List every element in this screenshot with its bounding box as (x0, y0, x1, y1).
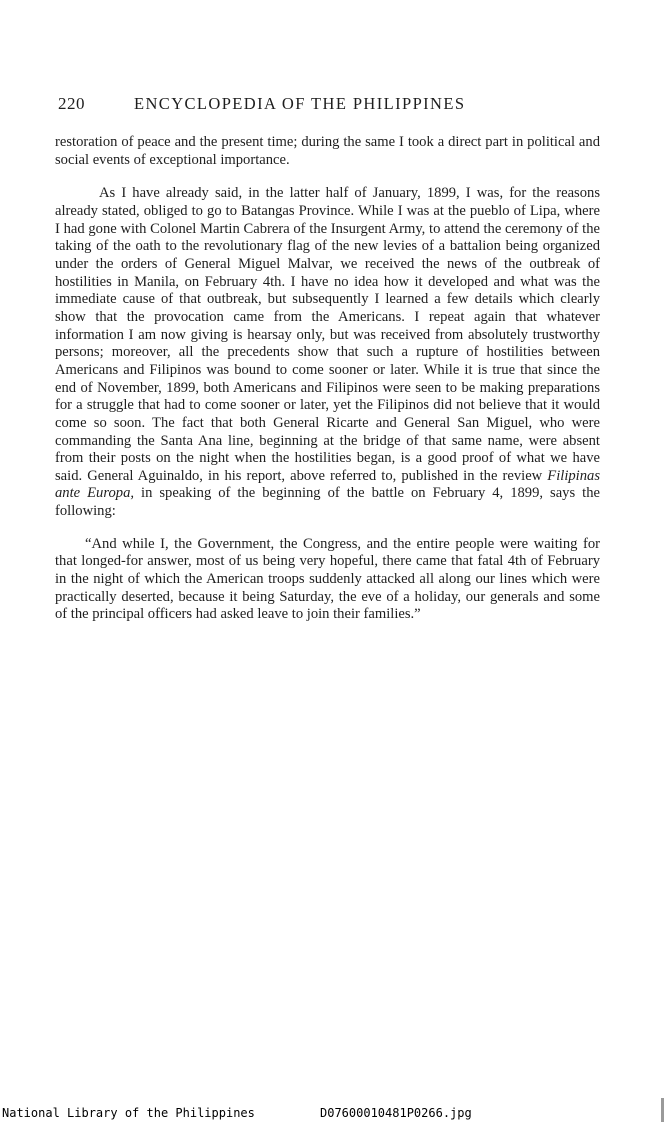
paragraph-lipa-outbreak (55, 185, 600, 520)
page-number: 220 (58, 94, 85, 113)
footer-source: National Library of the Philippines (2, 1106, 255, 1120)
page-header (58, 94, 603, 120)
body-text (55, 134, 600, 624)
block-quote-aguinaldo: “And while I, the Government, the Congress, and the entire people were waiting for that longed-for answer, most of us being very hopeful, there came that fatal 4th of February in the night of which the American troops suddenly attacked all along our lines which were practically deserted, because it being Saturday, the eve of a holiday, our generals and some of the principal officers had asked leave to join their families.” (55, 535, 600, 623)
paragraph-continuation: restoration of peace and the present time; during the same I took a direct part in political and social events of exceptional importance. (55, 134, 600, 168)
scan-footer (0, 1105, 664, 1122)
footer-file-id: D07600010481P0266.jpg (320, 1106, 472, 1120)
publication-title: Filipinas ante Europa, (55, 467, 600, 502)
paragraph-text-end: in speaking of the beginning of the battle on February 4, 1899, says the following: (55, 485, 600, 520)
running-title: ENCYCLOPEDIA OF THE PHILIPPINES (134, 94, 466, 113)
paragraph-text: As I have already said, in the latter half of January, 1899, I was, for the reasons already stated, obliged to go to Batangas Province. While I was at the pueblo of Lipa, where I had gone with Colonel Martin Cabrera of the Insurgent Army, to attend the ceremony of the taking of the oath to the revolutionary flag of the new levies of a battalion being organized under the orders of General Miguel Malvar, we received the news of the outbreak of hostilities in Manila, on February 4th. I have no idea how it developed and what was the immediate cause of that outbreak, but subsequently I learned a few details which clearly show that the provocation came from the Americans. I repeat again that whatever information I am now giving is hearsay only, but was received from absolutely trustworthy persons; moreover, all the precedents show that such a rupture of hostilities between Americans and Filipinos was bound to come sooner or later. While it is true that since the end of November, 1899, both Americans and Filipinos were seen to be making preparations for a struggle that had to come sooner or later, yet the Filipinos did not believe that it would come so soon. The fact that both General Ricarte and General San Miguel, who were commanding the Santa Ana line, beginning at the bridge of that same name, were absent from their posts on the night when the hostilities began, is a good proof of what we have said. General Aguinaldo, in his report, above referred to, published in the review (55, 185, 600, 484)
